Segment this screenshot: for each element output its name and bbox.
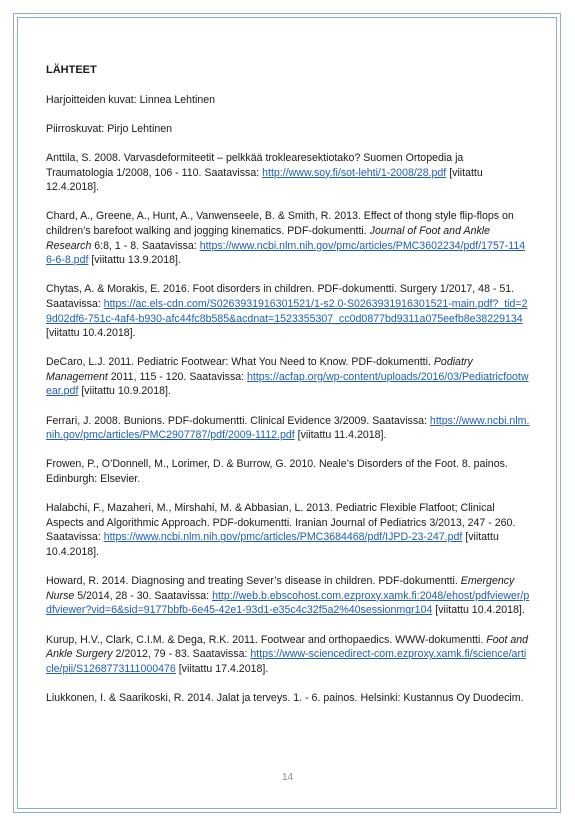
reference-entry (46, 691, 530, 706)
references-section (46, 63, 530, 720)
reference-access-date: [viitattu 10.4.2018]. (432, 604, 525, 617)
reference-text: Halabchi, F., Mazaheri, M., Mirshahi, M. & Abbasian, L. 2013. Pediatric Flexible Flatfoot; Clinical Aspects and Algorithmic Approach. PDF-dokumentti. Iranian Journal of Pediatrics 3/2013, 247 - 260. Saatavissa: (46, 502, 516, 544)
page-number: 14 (281, 772, 294, 783)
reference-journal: Podiatry Management (46, 356, 473, 383)
reference-access-date: [viitattu 10.9.2018]. (78, 385, 171, 398)
reference-text: Howard, R. 2014. Diagnosing and treating Sever’s disease in children. PDF-dokumentti. (46, 575, 461, 588)
credit-drawings: Piirroskuvat: Pirjo Lehtinen (46, 122, 173, 135)
reference-entry (46, 457, 530, 486)
reference-link[interactable]: https://www-sciencedirect-com.ezproxy.xamk.fi/science/article/pii/S1268773111000476 (46, 648, 527, 675)
reference-text: DeCaro, L.J. 2011. Pediatric Footwear: What You Need to Know. PDF-dokumentti. (46, 356, 434, 369)
reference-entry (46, 282, 530, 340)
reference-access-date: [viitattu 10.4.2018]. (46, 327, 136, 340)
reference-journal: Emergency Nurse (46, 575, 515, 602)
reference-link[interactable]: https://acfap.org/wp-content/uploads/2016/03/Pediatricfootwear.pdf (46, 370, 529, 398)
reference-entry (46, 355, 530, 399)
reference-entry (46, 151, 530, 195)
reference-entry (46, 574, 530, 618)
reference-entry (46, 633, 530, 677)
reference-text: Chytas, A. & Morakis, E. 2016. Foot disorders in children. PDF-dokumentti. Surgery 1/2017, 48 - 51. Saatavissa: (46, 283, 515, 310)
reference-link[interactable]: https://www.ncbi.nlm.nih.gov/pmc/articles/PMC3602234/pdf/1757-1146-6-8.pdf (46, 239, 526, 267)
reference-link[interactable]: https://ac.els-cdn.com/S0263931916301521/1-s2.0-S0263931916301521-main.pdf?_tid=29d02df6-751c-4af4-b930-afc44fc8b585&acdnat=1523355307_cc0d0877bd9311a075eefb8e38229134 (46, 297, 528, 325)
reference-text: 2011, 115 - 120. Saatavissa: (107, 370, 248, 383)
reference-access-date: [viitattu 10.4.2018]. (46, 531, 499, 558)
reference-text: 6:8, 1 - 8. Saatavissa: (91, 239, 200, 252)
reference-access-date: [viitattu 11.4.2018]. (294, 429, 387, 442)
reference-access-date: [viitattu 12.4.2018]. (46, 166, 483, 194)
reference-journal: Journal of Foot and Ankle Research (46, 224, 491, 252)
reference-text: Frowen, P., O’Donnell, M., Lorimer, D. & Burrow, G. 2010. Neale’s Disorders of the Foot. 8. painos. Edinburgh: Elsevier. (46, 458, 508, 486)
reference-link[interactable]: http://www.soy.fi/sot-lehti/1-2008/28.pdf (262, 166, 447, 179)
reference-text: Ferrari, J. 2008. Bunions. PDF-dokumentti. Clinical Evidence 3/2009. Saatavissa: (46, 414, 430, 427)
reference-text: Kurup, H.V., Clark, C.I.M. & Dega, R.K. 2011. Footwear and orthopaedics. WWW-dokumentti. (46, 633, 487, 646)
reference-link[interactable]: https://www.ncbi.nlm.nih.gov/pmc/articles/PMC2907787/pdf/2009-1112.pdf (46, 414, 530, 442)
reference-text: Anttila, S. 2008. Varvasdeformiteetit – pelkkää troklearesektiotako? Suomen Ortopedia ja Traumatologia 1/2008, 106 - 110. Saatavissa: (46, 151, 464, 179)
reference-text: 2/2012, 79 - 83. Saatavissa: (112, 648, 251, 661)
reference-link[interactable]: https://www.ncbi.nlm.nih.gov/pmc/articles/PMC3684468/pdf/IJPD-23-247.pdf (103, 531, 463, 544)
reference-entry (46, 209, 530, 267)
reference-entry (46, 414, 530, 443)
reference-list (46, 151, 530, 706)
reference-text: 5/2014, 28 - 30. Saatavissa: (74, 589, 213, 602)
reference-entry (46, 501, 530, 559)
reference-journal: Foot and Ankle Surgery (46, 633, 529, 661)
reference-access-date: [viitattu 13.9.2018]. (88, 254, 181, 267)
credit-exercise-images: Harjoitteiden kuvat: Linnea Lehtinen (46, 93, 216, 106)
reference-access-date: [viitattu 17.4.2018]. (175, 662, 269, 675)
reference-text: Chard, A., Greene, A., Hunt, A., Vanwenseele, B. & Smith, R. 2013. Effect of thong style flip-flops on children’s barefoot walking and jogging kinematics. PDF-dokumentti. (46, 210, 514, 237)
section-heading: LÄHTEET (46, 64, 97, 76)
reference-link[interactable]: http://web.b.ebscohost.com.ezproxy.xamk.fi:2048/ehost/pdfviewer/pdfviewer?vid=6&sid=9177bbfb-6e45-42e1-93d1-e35c4c32f5a2%40sessionmgr104 (46, 589, 530, 617)
reference-text: Liukkonen, I. & Saarikoski, R. 2014. Jalat ja terveys. 1. - 6. painos. Helsinki: Kustannus Oy Duodecim. (46, 691, 524, 704)
